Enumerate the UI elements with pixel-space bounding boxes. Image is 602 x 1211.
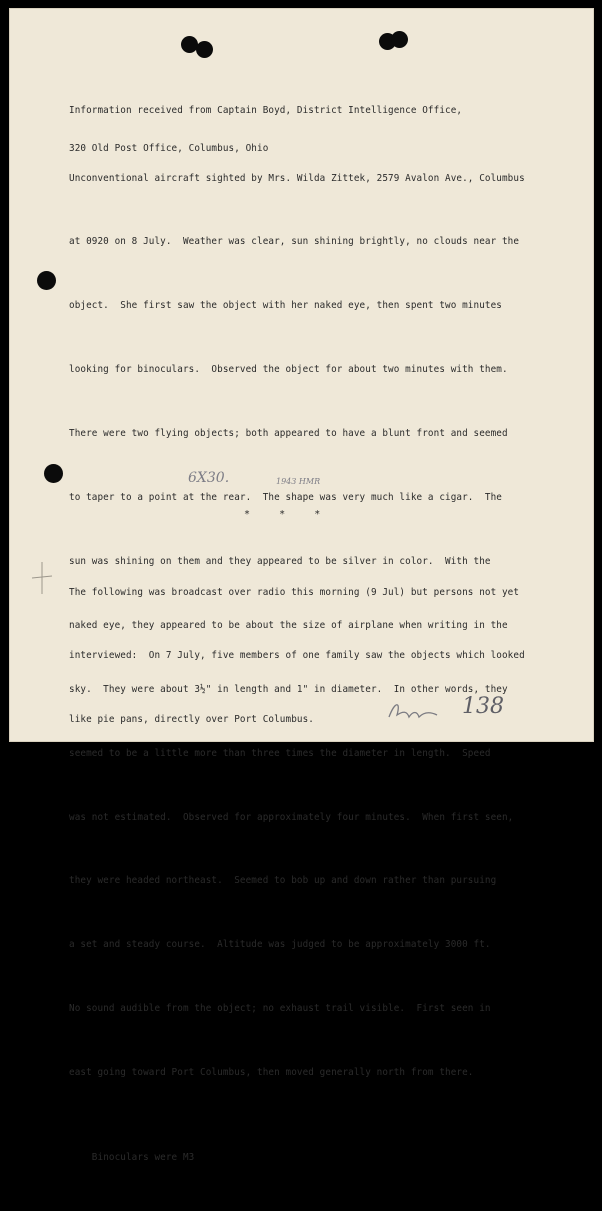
report-line: sky. They were about 3½" in length and 1" in diameter. In other words, they — [69, 683, 508, 695]
report-line: was not estimated. Observed for approximately four minutes. When first seen, — [69, 811, 514, 823]
handwritten-binocular-note: 6X30. — [188, 470, 230, 486]
report-line: naked eye, they appeared to be about the size of airplane when writing in the — [69, 619, 508, 631]
broadcast-block — [69, 539, 525, 752]
punch-hole-top-left-2 — [196, 41, 213, 58]
report-line: object. She first saw the object with her naked eye, then spent two minutes — [69, 300, 502, 312]
report-last-line: Binoculars were M3 — [91, 1152, 195, 1164]
section-separator: * * * — [244, 509, 322, 520]
broadcast-line: interviewed: On 7 July, five members of one family saw the objects which looked — [69, 650, 525, 662]
report-line: No sound audible from the object; no exhaust trail visible. First seen in — [69, 1003, 491, 1015]
report-line: sun was shining on them and they appeared to be silver in color. With the — [69, 555, 491, 567]
punch-hole-top-right-2 — [391, 31, 408, 48]
report-line: to taper to a point at the rear. The shape was very much like a cigar. The — [69, 492, 502, 504]
report-line: Unconventional aircraft sighted by Mrs. Wilda Zittek, 2579 Avalon Ave., Columbus — [69, 172, 525, 184]
header-line: 320 Old Post Office, Columbus, Ohio — [69, 142, 269, 154]
page-number: 138 — [462, 694, 504, 719]
handwritten-signature — [385, 695, 445, 725]
report-line: they were headed northeast. Seemed to bob up and down rather than pursuing — [69, 875, 497, 887]
punch-hole-left-lower — [44, 464, 63, 483]
report-line: looking for binoculars. Observed the object for about two minutes with them. — [69, 364, 508, 376]
report-line: a set and steady course. Altitude was judged to be approximately 3000 ft. — [69, 939, 491, 951]
report-line: There were two flying objects; both appeared to have a blunt front and seemed — [69, 428, 508, 440]
handwritten-small-note: 1943 HMR — [276, 477, 321, 486]
report-line: seemed to be a little more than three times the diameter in length. Speed — [69, 747, 491, 759]
broadcast-line: The following was broadcast over radio this morning (9 Jul) but persons not yet — [69, 586, 520, 598]
report-line: east going toward Port Columbus, then moved generally north from there. — [69, 1067, 474, 1079]
punch-hole-left-upper — [37, 271, 56, 290]
report-line — [69, 1126, 525, 1190]
broadcast-line: like pie pans, directly over Port Columbus. — [69, 714, 314, 726]
pencil-cross-mark — [30, 560, 54, 596]
report-line: at 0920 on 8 July. Weather was clear, sun shining brightly, no clouds near the — [69, 236, 520, 248]
header-line: Information received from Captain Boyd, District Intelligence Office, — [69, 105, 463, 116]
